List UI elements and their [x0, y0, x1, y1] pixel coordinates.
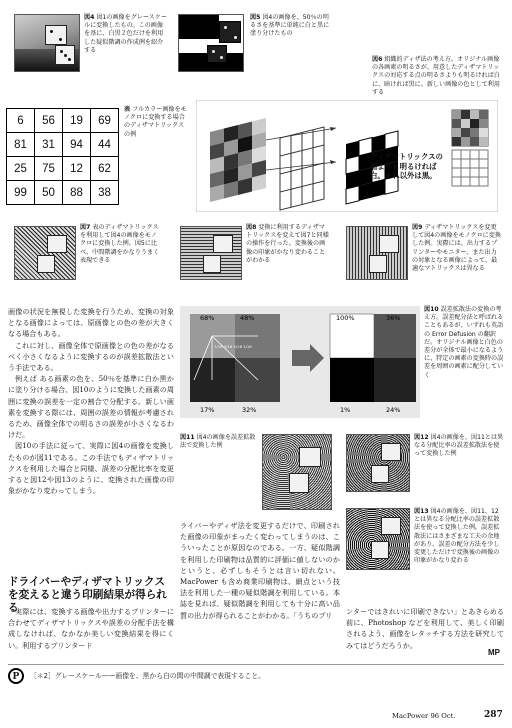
footnote: ［＊2］グレースケール——画像を、黒から白の間の中間調で表現すること。	[30, 672, 265, 680]
table-row: 99 50 88 38	[7, 181, 119, 205]
table-row: 6 56 19 69	[7, 109, 119, 133]
figure-4-caption: 図4 図1の画像をグレースケールに変換したもの。この画像を基に、白黒２色だけを利用した疑似階調の作成例を紹介する	[84, 14, 167, 54]
table-row: 25 75 12 62	[7, 157, 119, 181]
body-text-left: 画像の状況を無視した変換を行うため、変換の対象となる画像によっては、原画像との色の差が大きくなる場合もある。 これに対し、画像全体で原画像との色の差がなるべく小さくなるように変換するのが誤差拡散法という手法である。 例えば ある画素の色を、50％を基準に白か黒かに塗り分ける場合、図10のように変換した画素の周囲に変換の誤差を一定の割合で分配する。新しい画素を変換する際には、周囲の誤差の情報が考慮されるため、画像全体での明るさの誤差が小さくなるわけだ。 図10の手法に従って、実際に図4の画像を変換したものが図11である。この手法でもディザマトリックスを利用した場合と同様、誤差の分配比率を変更すると図12や図13のように、変換された画像の印象がかなり変わってしまう。	[8, 307, 174, 496]
right-pct-2: 36%	[386, 314, 401, 322]
right-pct-4: 24%	[386, 406, 401, 414]
error-diffusion-diagram	[180, 306, 420, 418]
left-pct-3: 17%	[200, 406, 215, 414]
figure-9-photo	[346, 226, 408, 280]
figure-8-photo	[180, 226, 242, 280]
figure-4-photo	[14, 14, 80, 72]
figure-13-caption: 図13 図4の画像を、図11、12とは異なる分配比率の誤差拡散法を使って変換した例。誤差拡散法にはさまざまな工夫の余地があり、誤差の配分方法を少し変更しただけで変換後の画像の印象がかなり変わる	[414, 508, 500, 565]
left-pct-4: 32%	[242, 406, 257, 414]
end-mark: MP	[488, 648, 500, 657]
body-text-right: ンターではきれいに印刷できない」とあきらめる前に、Photoshop などを利用して、美しく印刷されるよう、画像をレタッチする方法を研究してみてはどうだろうか。	[346, 607, 504, 650]
figure-9-caption: 図9 ディザマトリックスを変更して図4の画像をモノクロに変換した例。実際には、出力するプリンターやモニター、また出力の対象となる画像によって、最適なマトリックスは異なる	[412, 224, 501, 273]
figure-11-photo	[262, 434, 332, 510]
section-heading: ドライバーやディザマトリックスを変えると違う印刷結果が得られる	[8, 576, 167, 614]
figure-11-caption: 図11 図4の画像を誤差拡散法で変換した例	[180, 434, 256, 450]
brand-logo: P	[8, 668, 24, 684]
figure-10-caption: 図10 誤差拡散法の変換の考え方。誤差配分法と呼ばれることもあるが、いずれも英語の Error Defusion の翻訳だ。オリジナル画像と白色の差分が全体で最小になるように、特定の画素の変換時の誤差を周囲の画素に配分していく	[424, 306, 504, 379]
left-pct-2: 48%	[240, 314, 255, 322]
figure-6-caption: 図6 組織的ディザ法の考え方。オリジナル画像の各画素の明るさが、用意したディザマトリックスの対応する点の明るさよりも明るければ白に、暗ければ黒に。新しい画像の色として利用する	[372, 56, 500, 96]
diffusion-ratios: 7/16 3/16 5/16 1/16	[214, 344, 252, 349]
page-number: 287	[484, 710, 503, 720]
table-caption: 表 フルカラー画像をモノクロに変換する場合のディザマトリックスの例	[124, 106, 187, 138]
right-pct-3: 1%	[340, 406, 351, 414]
body-text-middle: ライバーやディザ法を変更するだけで、印刷された画像の印象がまったく変わってしまうのは、こういったことが原因なのである。一方、疑似階調を利用した印刷物は品質的に評価に値しないのかというと、必ずしもそうとは言い切れない。MacPower も含め商業印刷物は、網点という技法を利用した一種の疑似階調を利用している。本誌を見れば、疑似階調を利用しても十分に高い品質の出力が得られることがわかる。「うちのプリ	[180, 521, 340, 620]
magazine-name: MacPower 96 Oct.	[392, 712, 456, 720]
dither-callout: ディザマトリックスの値よりも明るければ白。それ以外は黒。	[370, 152, 443, 181]
figure-8-caption: 図8 変換に利用するディザマトリックスを変えて図7と同様の操作を行った。変換後の画像の印象がかなり変わることがわかる	[246, 224, 329, 264]
table-row: 81 31 94 44	[7, 133, 119, 157]
dither-diagram	[196, 100, 498, 212]
footnote-divider	[8, 664, 504, 665]
figure-5-caption: 図5 図4の画像を、50％の明るさを基準に単純に白と黒に塗り分けたもの	[250, 14, 330, 38]
figure-7-caption: 図7 表のディザマトリックスを利用して図4の画像をモノクロに変換した例。図5に比べ、中間階調をかなりうまく表現できる	[80, 224, 160, 264]
figure-13-photo	[346, 508, 410, 570]
right-pct-1: 100%	[336, 314, 355, 322]
figure-12-photo	[346, 434, 410, 492]
figure-12-caption: 図12 図4の画像を、図11とは異なる分配比率の誤差拡散法を使って変換した例	[414, 434, 504, 458]
body-text-left-2: 実際には、変換する画像や出力するプリンターに合わせてディザマトリックスや誤差の分配手法を構成しなければ、なかなか美しい変換結果を得にくい。利用するプリンタード	[8, 607, 174, 650]
figure-7-photo	[14, 226, 76, 280]
left-pct-1: 68%	[200, 314, 215, 322]
dither-matrix-table	[6, 108, 119, 205]
figure-5-photo	[178, 14, 244, 72]
